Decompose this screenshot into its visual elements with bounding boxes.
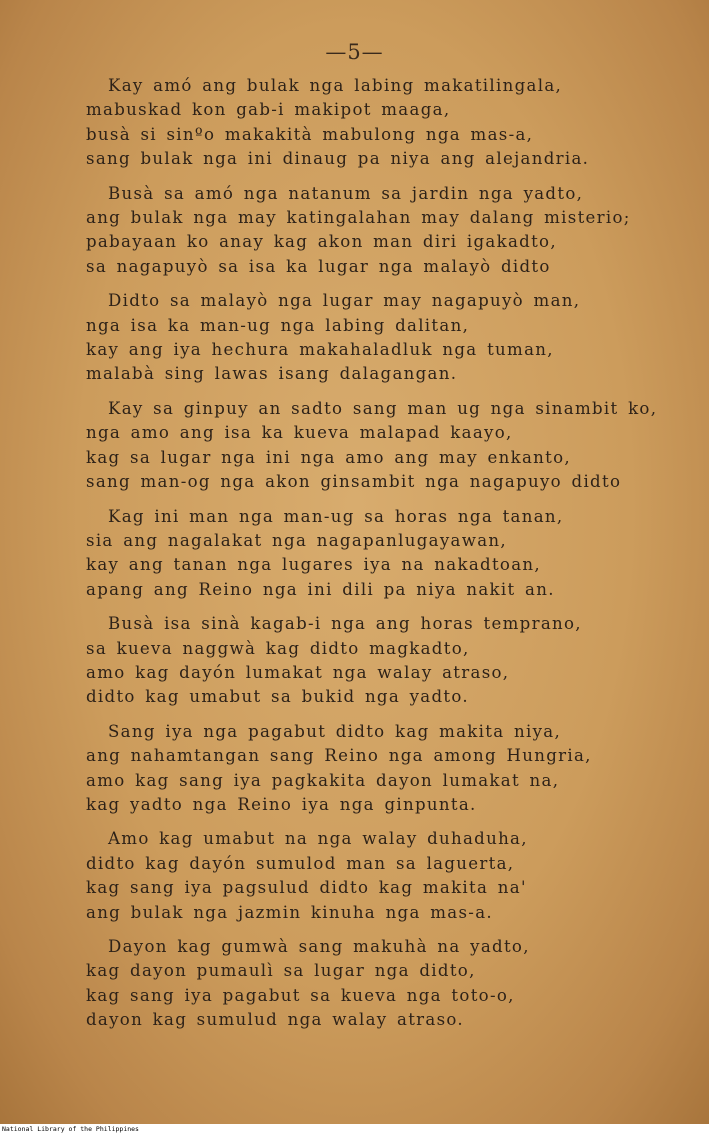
stanza — [86, 505, 666, 603]
verse-line: busà si sinºo makakità mabulong nga mas-a, — [86, 124, 534, 144]
verse-line: nga isa ka man-ug nga labing dalitan, — [86, 315, 470, 335]
verse-line: kag dayon pumaulì sa lugar nga didto, — [86, 961, 476, 981]
stanza — [86, 935, 666, 1033]
verse-line: sang bulak nga ini dinaug pa niya ang alejandria. — [86, 149, 590, 169]
stanza — [86, 612, 666, 710]
verse-line: kay ang iya hechura makahaladluk nga tuman, — [86, 340, 554, 360]
verse-line: Kay sa ginpuy an sadto sang man ug nga sinambit ko, — [108, 398, 658, 418]
verse-line: kag sa lugar nga ini nga amo ang may enkanto, — [86, 447, 571, 467]
verse-line: kag sang iya pagsulud didto kag makita na' — [86, 878, 527, 898]
verse-line: kag sang iya pagabut sa kueva nga toto-o, — [86, 985, 515, 1005]
verse-line: malabà sing lawas isang dalagangan. — [86, 364, 458, 384]
verse-line: sa kueva naggwà kag didto magkadto, — [86, 638, 470, 658]
stanza — [86, 720, 666, 818]
verse-line: didto kag dayón sumulod man sa laguerta, — [86, 853, 515, 873]
verse-line: ang nahamtangan sang Reino nga among Hungria, — [86, 746, 592, 766]
verse-line: Busà isa sinà kagab-i nga ang horas temprano, — [108, 614, 582, 634]
verse-line: ang bulak nga jazmin kinuha nga mas-a. — [86, 902, 493, 922]
verse-line: sa nagapuyò sa isa ka lugar nga malayò didto — [86, 256, 551, 276]
verse-line: Busà sa amó nga natanum sa jardin nga yadto, — [108, 183, 584, 203]
verse-line: nga amo ang isa ka kueva malapad kaayo, — [86, 423, 513, 443]
verse-line: amo kag dayón lumakat nga walay atraso, — [86, 662, 510, 682]
verse-line: Amo kag umabut na nga walay duhaduha, — [108, 829, 528, 849]
stanza — [86, 182, 666, 280]
library-credit: National Library of the Philippines — [2, 1125, 139, 1133]
verse-line: Kag ini man nga man-ug sa horas nga tanan, — [108, 506, 564, 526]
verse-line: pabayaan ko anay kag akon man diri igakadto, — [86, 232, 557, 252]
verse-line: mabuskad kon gab-i makipot maaga, — [86, 100, 451, 120]
verse-line: kag yadto nga Reino iya nga ginpunta. — [86, 794, 477, 814]
stanza — [86, 289, 666, 387]
verse-line: apang ang Reino nga ini dili pa niya nakit an. — [86, 579, 555, 599]
stanza — [86, 397, 666, 495]
verse-line: Kay amó ang bulak nga labing makatilingala, — [108, 76, 563, 95]
verse-line: dayon kag sumulud nga walay atraso. — [86, 1010, 465, 1030]
poem-body — [86, 74, 666, 1043]
verse-line: Didto sa malayò nga lugar may nagapuyò man, — [108, 291, 581, 311]
verse-line: didto kag umabut sa bukid nga yadto. — [86, 687, 469, 707]
page-number: —5— — [325, 40, 384, 64]
verse-line: ang bulak nga may katingalahan may dalang misterio; — [86, 208, 631, 228]
verse-line: kay ang tanan nga lugares iya na nakadtoan, — [86, 555, 541, 575]
verse-line: Dayon kag gumwà sang makuhà na yadto, — [108, 937, 530, 956]
verse-line: Sang iya nga pagabut didto kag makita niya, — [108, 721, 562, 741]
verse-line: sia ang nagalakat nga nagapanlugayawan, — [86, 530, 507, 550]
verse-line: sang man-og nga akon ginsambit nga nagapuyo didto — [86, 472, 622, 492]
stanza — [86, 74, 666, 172]
verse-line: amo kag sang iya pagkakita dayon lumakat na, — [86, 770, 560, 790]
stanza — [86, 827, 666, 925]
